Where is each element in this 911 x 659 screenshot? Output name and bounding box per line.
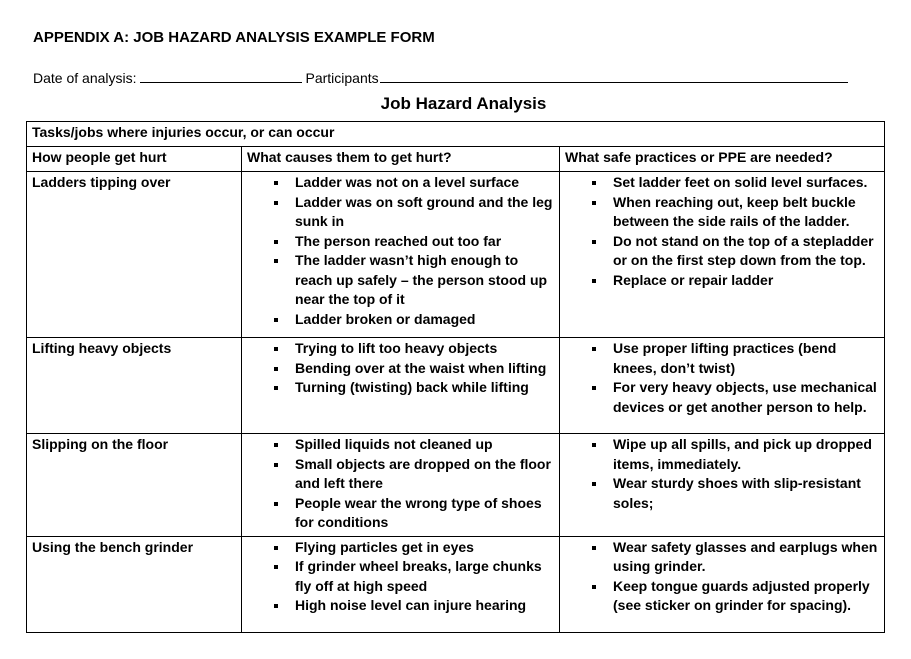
causes-list (247, 538, 554, 616)
cause-item: If grinder wheel breaks, large chunks fly off at high speed (247, 557, 554, 596)
column-header-safe-practices: What safe practices or PPE are needed? (560, 147, 885, 172)
practices-list (565, 435, 879, 513)
table-row (27, 536, 885, 632)
task-cell: Lifting heavy objects (27, 338, 242, 434)
practice-item: Wear sturdy shoes with slip-resistant soles; (565, 474, 879, 513)
cause-item: Ladder broken or damaged (247, 310, 554, 330)
practices-cell (560, 536, 885, 632)
cause-item: High noise level can injure hearing (247, 596, 554, 616)
practice-item: When reaching out, keep belt buckle between the side rails of the ladder. (565, 193, 879, 232)
practices-list (565, 538, 879, 616)
cause-item: People wear the wrong type of shoes for conditions (247, 494, 554, 533)
practice-item: Set ladder feet on solid level surfaces. (565, 173, 879, 193)
participants-blank[interactable] (380, 70, 848, 83)
table-row (27, 434, 885, 537)
causes-list (247, 339, 554, 398)
cause-item: The person reached out too far (247, 232, 554, 252)
cause-item: Trying to lift too heavy objects (247, 339, 554, 359)
practices-cell (560, 338, 885, 434)
causes-list (247, 435, 554, 533)
practice-item: Do not stand on the top of a stepladder or on the first step down from the top. (565, 232, 879, 271)
cause-item: The ladder wasn’t high enough to reach up safely – the person stood up near the top of it (247, 251, 554, 310)
date-of-analysis-blank[interactable] (140, 70, 302, 83)
cause-item: Spilled liquids not cleaned up (247, 435, 554, 455)
column-header-causes: What causes them to get hurt? (242, 147, 560, 172)
causes-cell (242, 338, 560, 434)
form-title: Job Hazard Analysis (380, 94, 547, 113)
table-row (27, 172, 885, 338)
date-of-analysis-label: Date of analysis: (33, 70, 137, 86)
cause-item: Bending over at the waist when lifting (247, 359, 554, 379)
practices-list (565, 173, 879, 290)
tasks-header-cell: Tasks/jobs where injuries occur, or can occur (27, 122, 885, 147)
causes-cell (242, 434, 560, 537)
cause-item: Turning (twisting) back while lifting (247, 378, 554, 398)
job-hazard-analysis-table (26, 121, 885, 633)
task-cell: Ladders tipping over (27, 172, 242, 338)
causes-cell (242, 536, 560, 632)
cause-item: Small objects are dropped on the floor and left there (247, 455, 554, 494)
table-top-header-row (27, 122, 885, 147)
practice-item: Replace or repair ladder (565, 271, 879, 291)
practice-item: Wear safety glasses and earplugs when using grinder. (565, 538, 879, 577)
practices-cell (560, 172, 885, 338)
cause-item: Flying particles get in eyes (247, 538, 554, 558)
column-header-row (27, 147, 885, 172)
column-header-how-hurt: How people get hurt (27, 147, 242, 172)
participants-label: Participants (305, 70, 379, 86)
practice-item: Use proper lifting practices (bend knees, don’t twist) (565, 339, 879, 378)
practice-item: Wipe up all spills, and pick up dropped items, immediately. (565, 435, 879, 474)
appendix-title: APPENDIX A: JOB HAZARD ANALYSIS EXAMPLE FORM (33, 29, 435, 46)
practice-item: Keep tongue guards adjusted properly (see sticker on grinder for spacing). (565, 577, 879, 616)
table-row (27, 338, 885, 434)
practices-list (565, 339, 879, 417)
task-cell: Slipping on the floor (27, 434, 242, 537)
cause-item: Ladder was on soft ground and the leg sunk in (247, 193, 554, 232)
practice-item: For very heavy objects, use mechanical devices or get another person to help. (565, 378, 879, 417)
task-cell: Using the bench grinder (27, 536, 242, 632)
causes-cell (242, 172, 560, 338)
causes-list (247, 173, 554, 329)
practices-cell (560, 434, 885, 537)
cause-item: Ladder was not on a level surface (247, 173, 554, 193)
analysis-meta-line (33, 70, 848, 86)
